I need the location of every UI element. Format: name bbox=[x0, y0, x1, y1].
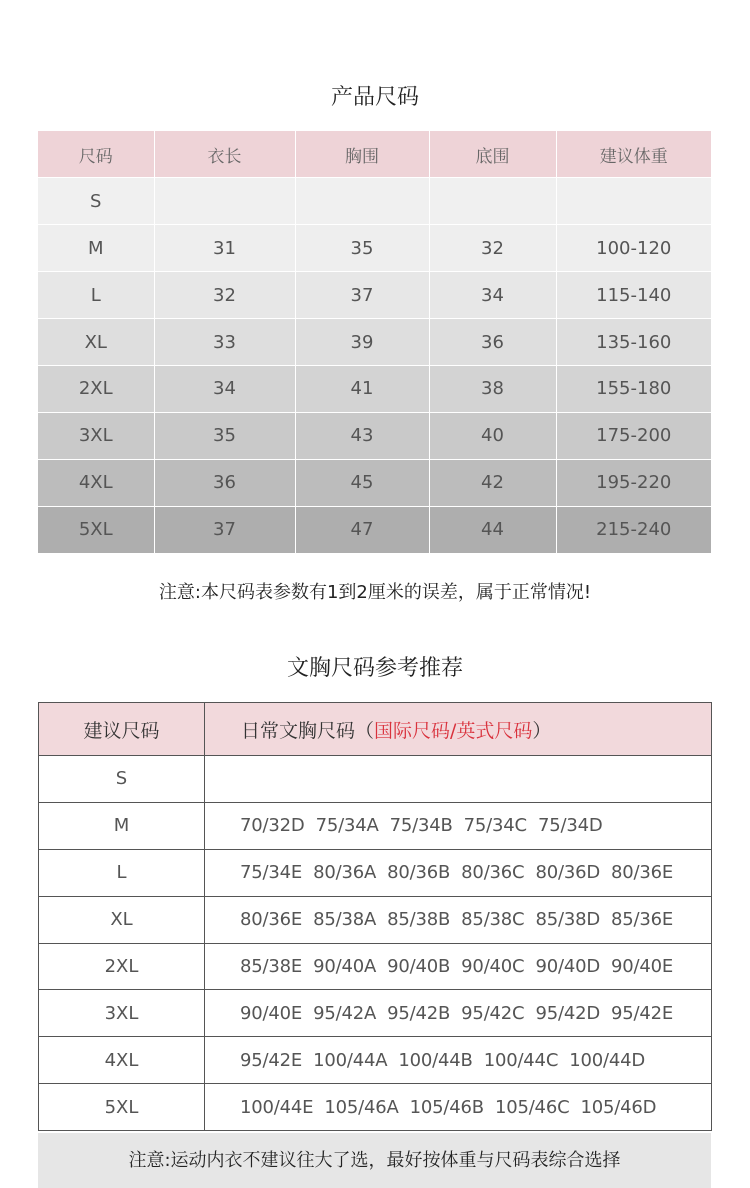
header-weight: 建议体重 bbox=[556, 131, 711, 178]
cell-weight: 155-180 bbox=[556, 365, 711, 412]
bra-table-row bbox=[39, 756, 712, 803]
cell-weight: 135-160 bbox=[556, 319, 711, 366]
cell-bra-sizes: 90/40E 95/42A 95/42B 95/42C 95/42D 95/42E bbox=[205, 990, 712, 1037]
product-size-title: 产品尺码 bbox=[330, 85, 419, 110]
bra-table-row bbox=[39, 1084, 712, 1131]
cell-bra-sizes bbox=[205, 756, 712, 803]
cell-underbust: 34 bbox=[429, 272, 556, 319]
cell-recommended-size: 4XL bbox=[39, 1037, 205, 1084]
bra-table-row bbox=[39, 802, 712, 849]
header-close-text: ） bbox=[532, 719, 552, 742]
cell-length: 37 bbox=[154, 506, 295, 553]
cell-length bbox=[154, 178, 295, 225]
header-red-text: 国际尺码/英式尺码 bbox=[374, 719, 533, 742]
cell-weight: 100-120 bbox=[556, 225, 711, 272]
product-size-table bbox=[38, 131, 711, 554]
cell-underbust: 42 bbox=[429, 459, 556, 506]
bra-table-row bbox=[39, 1037, 712, 1084]
bra-table-header-row bbox=[39, 703, 712, 756]
cell-underbust bbox=[429, 178, 556, 225]
cell-recommended-size: 5XL bbox=[39, 1084, 205, 1131]
header-daily-bra-size bbox=[205, 703, 712, 756]
cell-recommended-size: S bbox=[39, 756, 205, 803]
cell-size: 4XL bbox=[38, 459, 154, 506]
header-bust: 胸围 bbox=[295, 131, 429, 178]
bra-size-title: 文胸尺码参考推荐 bbox=[286, 656, 463, 681]
cell-bust: 45 bbox=[295, 459, 429, 506]
cell-size: 3XL bbox=[38, 412, 154, 459]
header-size: 尺码 bbox=[38, 131, 154, 178]
cell-bra-sizes: 95/42E 100/44A 100/44B 100/44C 100/44D bbox=[205, 1037, 712, 1084]
cell-bust: 35 bbox=[295, 225, 429, 272]
selection-tip-note: 注意:运动内衣不建议往大了选，最好按体重与尺码表综合选择 bbox=[38, 1133, 711, 1188]
cell-size: 2XL bbox=[38, 365, 154, 412]
size-table-row bbox=[38, 319, 711, 366]
size-error-note: 注意:本尺码表参数有1到2厘米的误差，属于正常情况! bbox=[158, 582, 592, 603]
cell-length: 33 bbox=[154, 319, 295, 366]
header-recommended-size: 建议尺码 bbox=[39, 703, 205, 756]
cell-recommended-size: L bbox=[39, 849, 205, 896]
cell-bust: 39 bbox=[295, 319, 429, 366]
cell-weight: 175-200 bbox=[556, 412, 711, 459]
cell-recommended-size: 2XL bbox=[39, 943, 205, 990]
cell-bust: 47 bbox=[295, 506, 429, 553]
cell-weight bbox=[556, 178, 711, 225]
cell-length: 34 bbox=[154, 365, 295, 412]
header-main-text: 日常文胸尺码（ bbox=[241, 719, 375, 742]
bra-size-table bbox=[38, 702, 712, 1131]
size-table-row bbox=[38, 225, 711, 272]
bra-table-row bbox=[39, 896, 712, 943]
size-table-row bbox=[38, 365, 711, 412]
cell-size: M bbox=[38, 225, 154, 272]
cell-bust: 43 bbox=[295, 412, 429, 459]
cell-bust bbox=[295, 178, 429, 225]
size-table-row bbox=[38, 272, 711, 319]
header-length: 衣长 bbox=[154, 131, 295, 178]
cell-size: L bbox=[38, 272, 154, 319]
cell-bra-sizes: 75/34E 80/36A 80/36B 80/36C 80/36D 80/36E bbox=[205, 849, 712, 896]
cell-size: XL bbox=[38, 319, 154, 366]
bra-table-row bbox=[39, 943, 712, 990]
size-table-row bbox=[38, 412, 711, 459]
size-table-row bbox=[38, 506, 711, 553]
cell-bust: 41 bbox=[295, 365, 429, 412]
size-table-row bbox=[38, 459, 711, 506]
cell-bra-sizes: 80/36E 85/38A 85/38B 85/38C 85/38D 85/36E bbox=[205, 896, 712, 943]
cell-recommended-size: M bbox=[39, 802, 205, 849]
cell-underbust: 44 bbox=[429, 506, 556, 553]
cell-underbust: 36 bbox=[429, 319, 556, 366]
cell-length: 31 bbox=[154, 225, 295, 272]
cell-length: 35 bbox=[154, 412, 295, 459]
cell-underbust: 40 bbox=[429, 412, 556, 459]
header-underbust: 底围 bbox=[429, 131, 556, 178]
size-table-row bbox=[38, 178, 711, 225]
bra-table-row bbox=[39, 849, 712, 896]
cell-weight: 195-220 bbox=[556, 459, 711, 506]
cell-weight: 115-140 bbox=[556, 272, 711, 319]
cell-bra-sizes: 85/38E 90/40A 90/40B 90/40C 90/40D 90/40E bbox=[205, 943, 712, 990]
cell-weight: 215-240 bbox=[556, 506, 711, 553]
size-table-header-row bbox=[38, 131, 711, 178]
cell-underbust: 32 bbox=[429, 225, 556, 272]
cell-bra-sizes: 100/44E 105/46A 105/46B 105/46C 105/46D bbox=[205, 1084, 712, 1131]
cell-underbust: 38 bbox=[429, 365, 556, 412]
cell-bust: 37 bbox=[295, 272, 429, 319]
cell-size: 5XL bbox=[38, 506, 154, 553]
bra-table-row bbox=[39, 990, 712, 1037]
cell-size: S bbox=[38, 178, 154, 225]
cell-recommended-size: 3XL bbox=[39, 990, 205, 1037]
cell-length: 36 bbox=[154, 459, 295, 506]
cell-bra-sizes: 70/32D 75/34A 75/34B 75/34C 75/34D bbox=[205, 802, 712, 849]
cell-recommended-size: XL bbox=[39, 896, 205, 943]
cell-length: 32 bbox=[154, 272, 295, 319]
